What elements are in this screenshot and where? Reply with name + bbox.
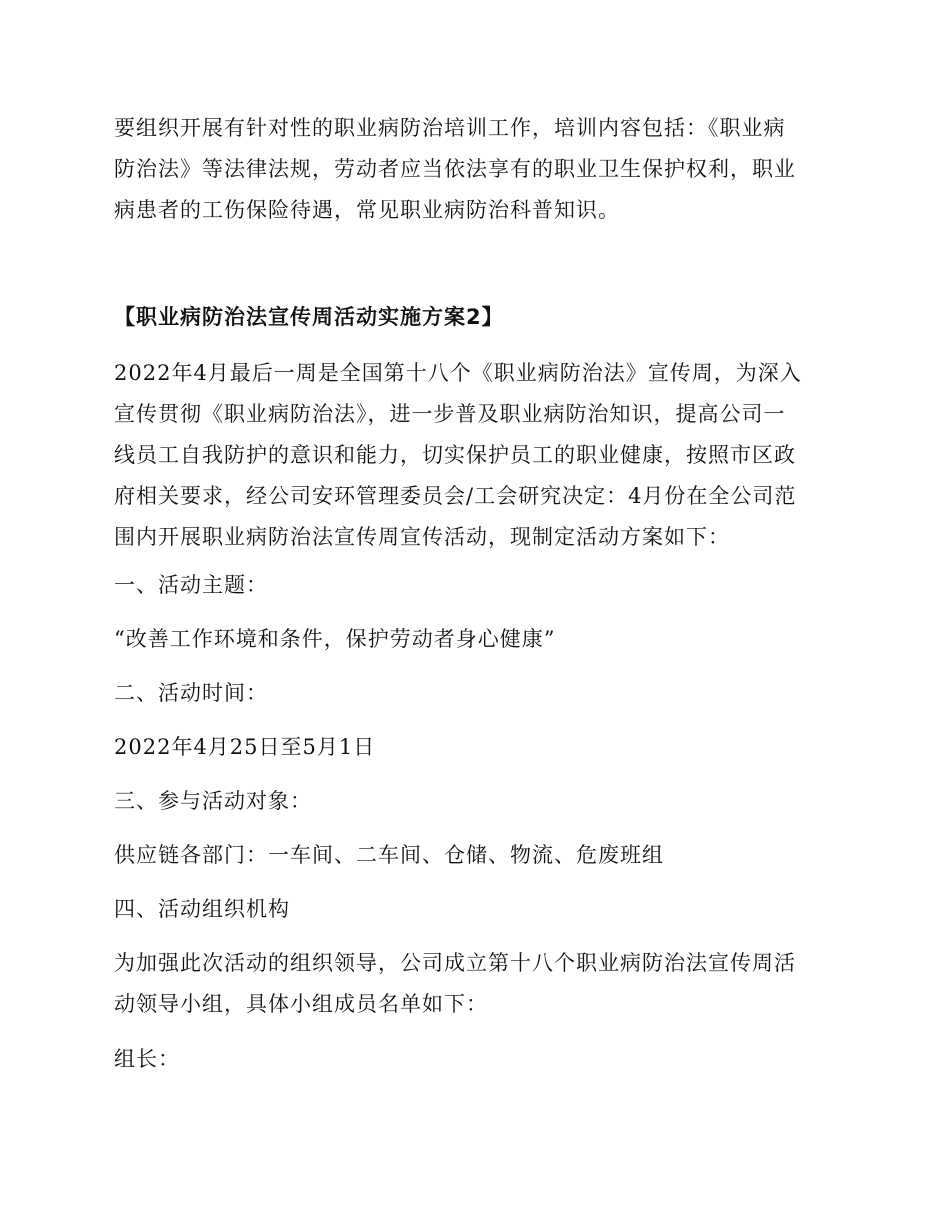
participants-label	[114, 781, 844, 822]
leader-label-text: 组长：	[114, 1047, 180, 1071]
section-heading-text: 【职业病防治法宣传周活动实施方案2】	[114, 305, 504, 329]
theme-label	[114, 565, 844, 606]
time-text-content: 2022年4月25日至5月1日	[114, 735, 376, 759]
background-line-1: 2022年4月最后一周是全国第十八个《职业病防治法》宣传周，为深入	[114, 361, 802, 385]
participants-text	[114, 835, 844, 876]
background-paragraph	[114, 353, 844, 558]
intro-line-1: 要组织开展有针对性的职业病防治培训工作，培训内容包括：《职业病	[114, 116, 786, 140]
background-line-3: 线员工自我防护的意识和能力，切实保护员工的职业健康，按照市区政	[114, 443, 796, 467]
participants-label-text: 三、参与活动对象：	[114, 789, 312, 813]
theme-text	[114, 619, 844, 660]
time-label	[114, 673, 844, 714]
organization-line-1: 为加强此次活动的组织领导，公司成立第十八个职业病防治法宣传周活	[114, 951, 796, 975]
background-line-5: 围内开展职业病防治法宣传周宣传活动，现制定活动方案如下：	[114, 525, 730, 549]
time-label-text: 二、活动时间：	[114, 681, 268, 705]
time-text	[114, 727, 844, 768]
participants-text-content: 供应链各部门：一车间、二车间、仓储、物流、危废班组	[114, 843, 664, 867]
background-line-2: 宣传贯彻《职业病防治法》，进一步普及职业病防治知识，提高公司一	[114, 402, 786, 426]
theme-label-text: 一、活动主题：	[114, 573, 268, 597]
organization-paragraph	[114, 943, 844, 1025]
organization-line-2: 动领导小组，具体小组成员名单如下：	[114, 992, 488, 1016]
intro-line-2: 防治法》等法律法规，劳动者应当依法享有的职业卫生保护权利，职业	[114, 157, 796, 181]
organization-label	[114, 889, 844, 930]
theme-text-content: “改善工作环境和条件，保护劳动者身心健康”	[114, 627, 556, 651]
organization-label-text: 四、活动组织机构	[114, 897, 290, 921]
section-heading	[114, 297, 844, 338]
background-line-4: 府相关要求，经公司安环管理委员会/工会研究决定：4月份在全公司范	[114, 484, 797, 508]
intro-line-3: 病患者的工伤保险待遇，常见职业病防治科普知识。	[114, 198, 620, 222]
intro-paragraph	[114, 108, 844, 231]
leader-label	[114, 1039, 844, 1080]
